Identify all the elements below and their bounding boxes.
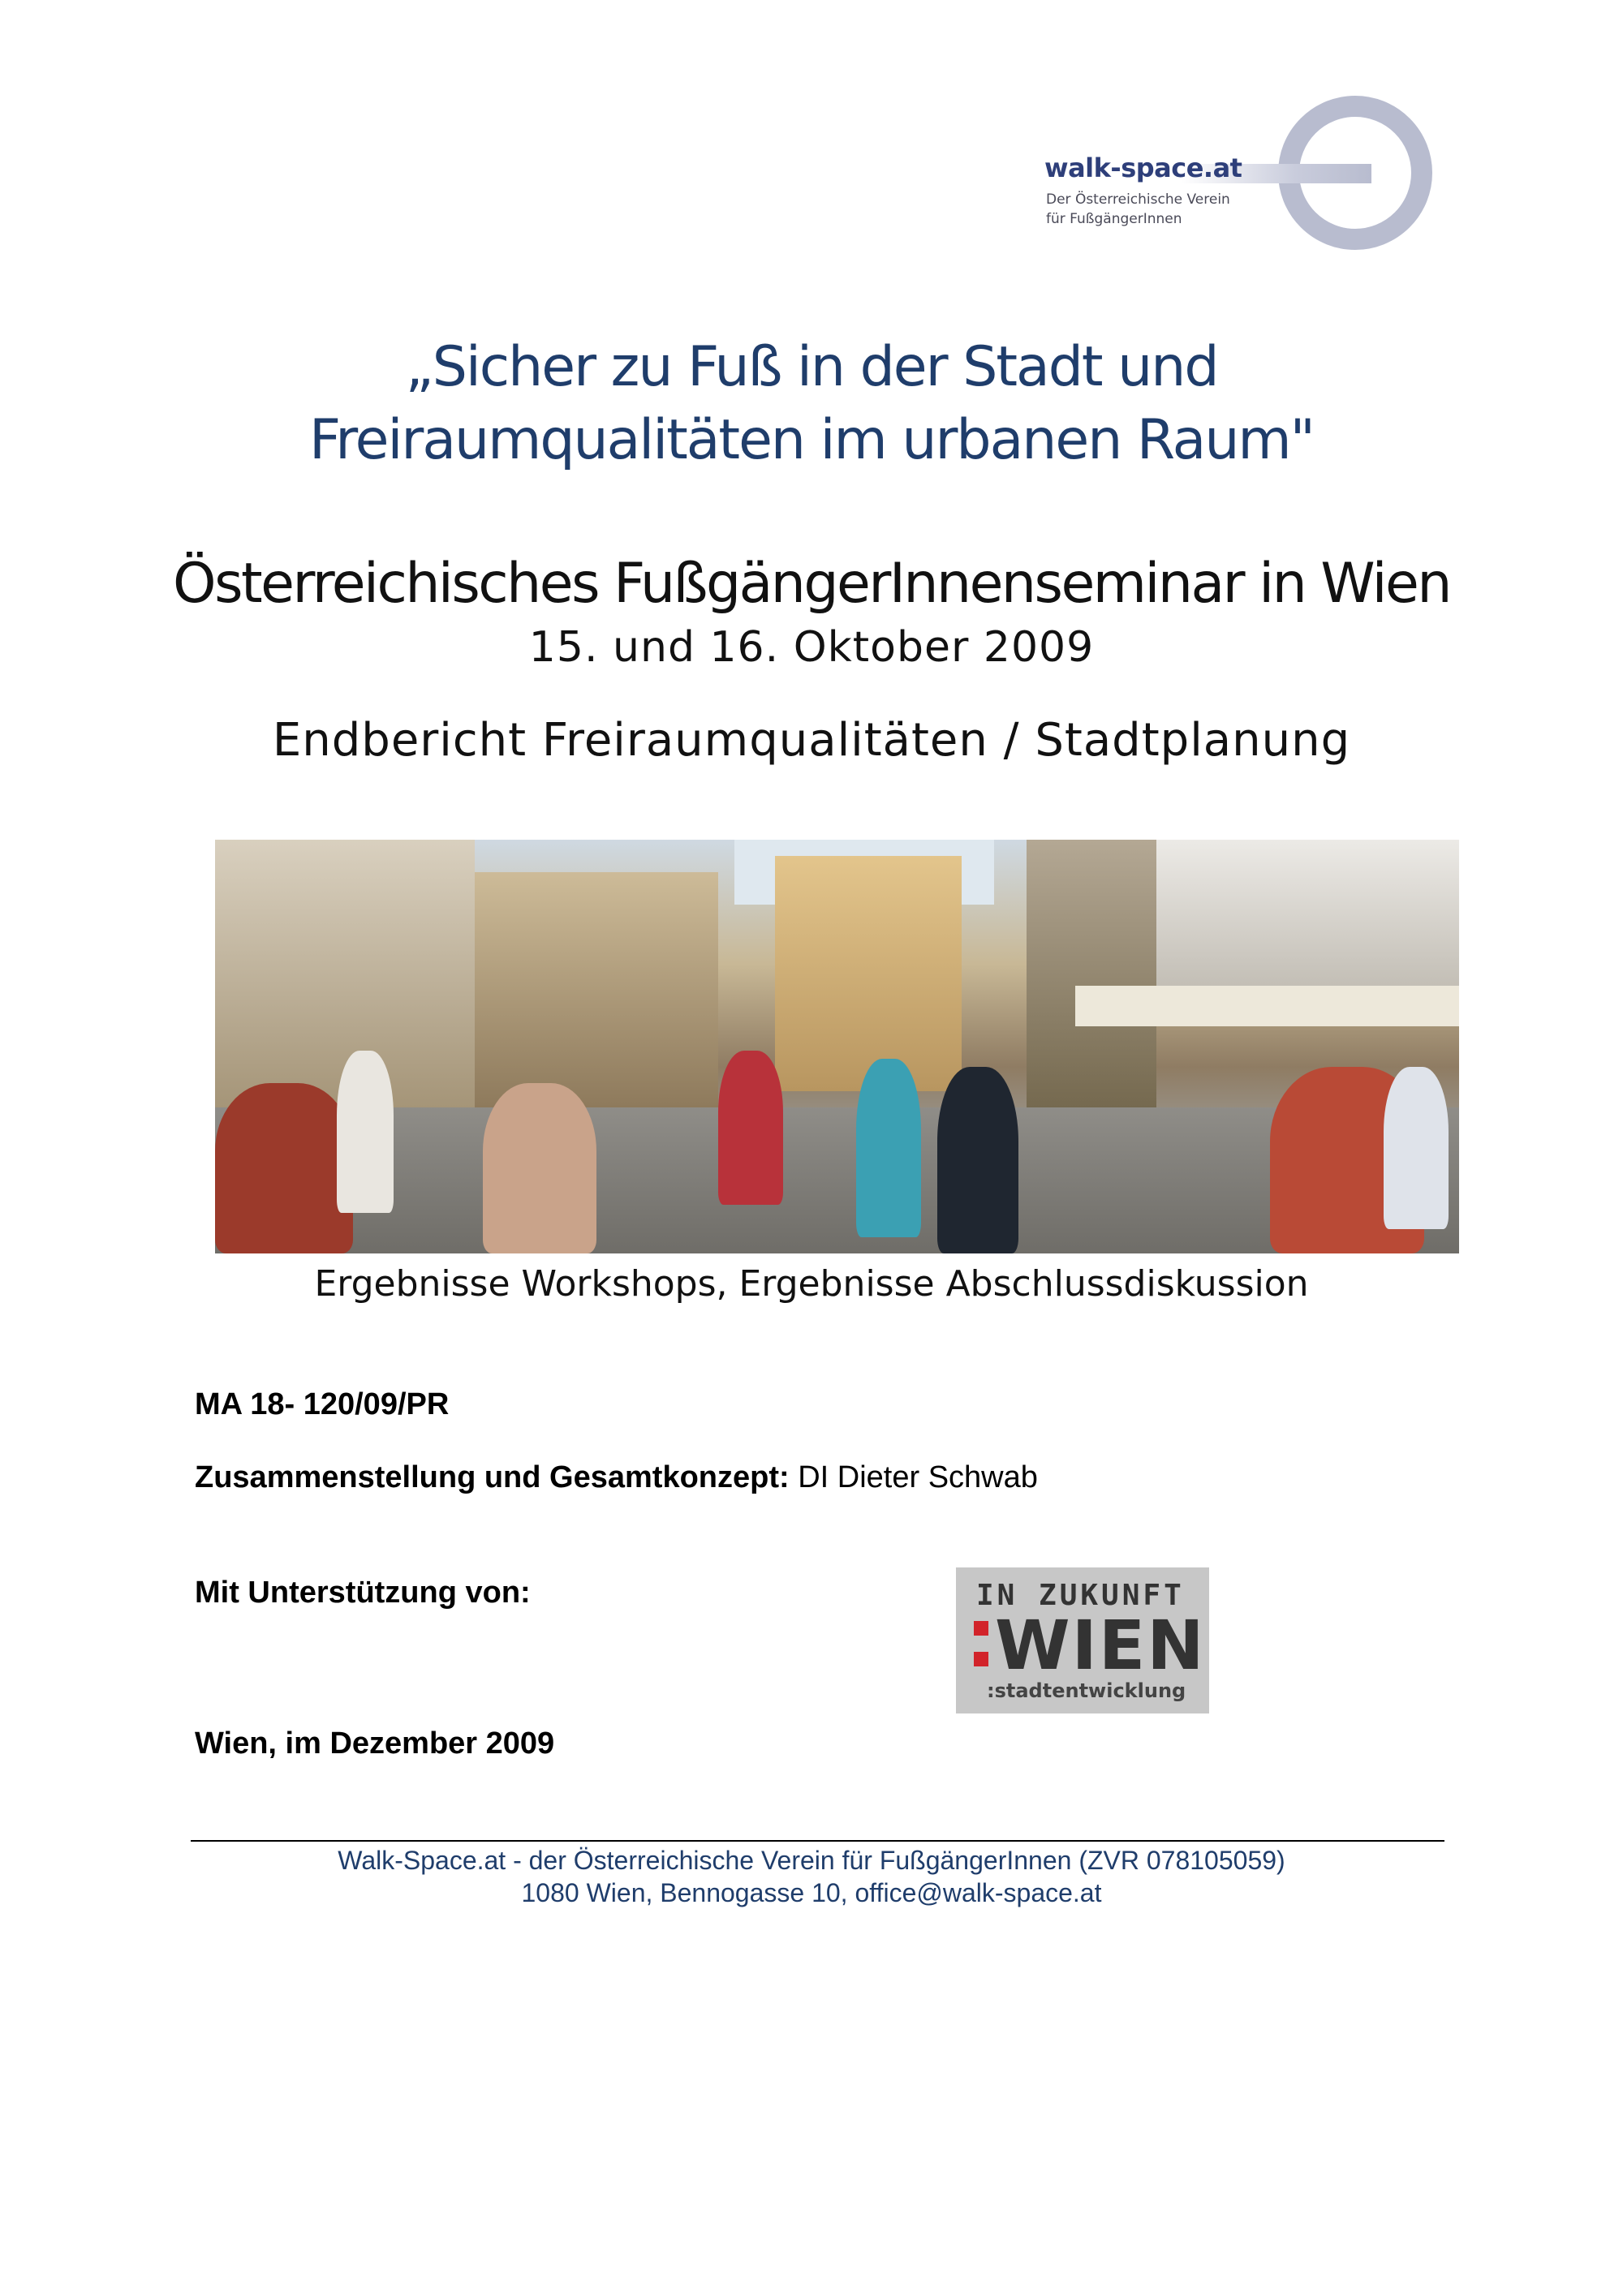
wien-logo-line-3: :stadtentwicklung xyxy=(987,1679,1186,1702)
concept-label: Zusammenstellung und Gesamtkonzept: xyxy=(195,1460,790,1494)
in-zukunft-wien-logo xyxy=(956,1567,1209,1713)
footer-line-2: 1080 Wien, Bennogasse 10, office@walk-space.at xyxy=(521,1878,1102,1907)
wien-logo-line-1: IN ZUKUNFT xyxy=(976,1579,1185,1612)
logo-subline-2: für FußgängerInnen xyxy=(1046,211,1182,227)
reference-number: MA 18- 120/09/PR xyxy=(195,1387,450,1421)
logo-name: walk-space.at xyxy=(1044,153,1242,183)
wien-logo-colon-icon xyxy=(974,1621,988,1683)
concept-line xyxy=(195,1460,1038,1495)
seminar-name: Österreichisches FußgängerInnenseminar in Wien xyxy=(173,552,1450,616)
footer-line-1: Walk-Space.at - der Österreichische Verein für FußgängerInnen (ZVR 078105059) xyxy=(338,1846,1285,1875)
footer-divider xyxy=(191,1840,1444,1842)
report-title: Endbericht Freiraumqualitäten / Stadtplanung xyxy=(272,714,1351,767)
street-photo xyxy=(215,840,1459,1253)
wien-logo-line-2: WIEN xyxy=(995,1606,1206,1685)
seminar-date: 15. und 16. Oktober 2009 xyxy=(528,623,1095,672)
photo-caption: Ergebnisse Workshops, Ergebnisse Abschlussdiskussion xyxy=(314,1263,1309,1305)
support-label: Mit Unterstützung von: xyxy=(195,1576,531,1610)
walk-space-logo xyxy=(1035,96,1440,258)
title-line-2: Freiraumqualitäten im urbanen Raum" xyxy=(309,408,1314,472)
place-date: Wien, im Dezember 2009 xyxy=(195,1726,555,1761)
title-line-1: „Sicher zu Fuß in der Stadt und xyxy=(405,335,1218,399)
concept-author: DI Dieter Schwab xyxy=(789,1460,1038,1494)
logo-subline-1: Der Österreichische Verein xyxy=(1046,191,1230,208)
